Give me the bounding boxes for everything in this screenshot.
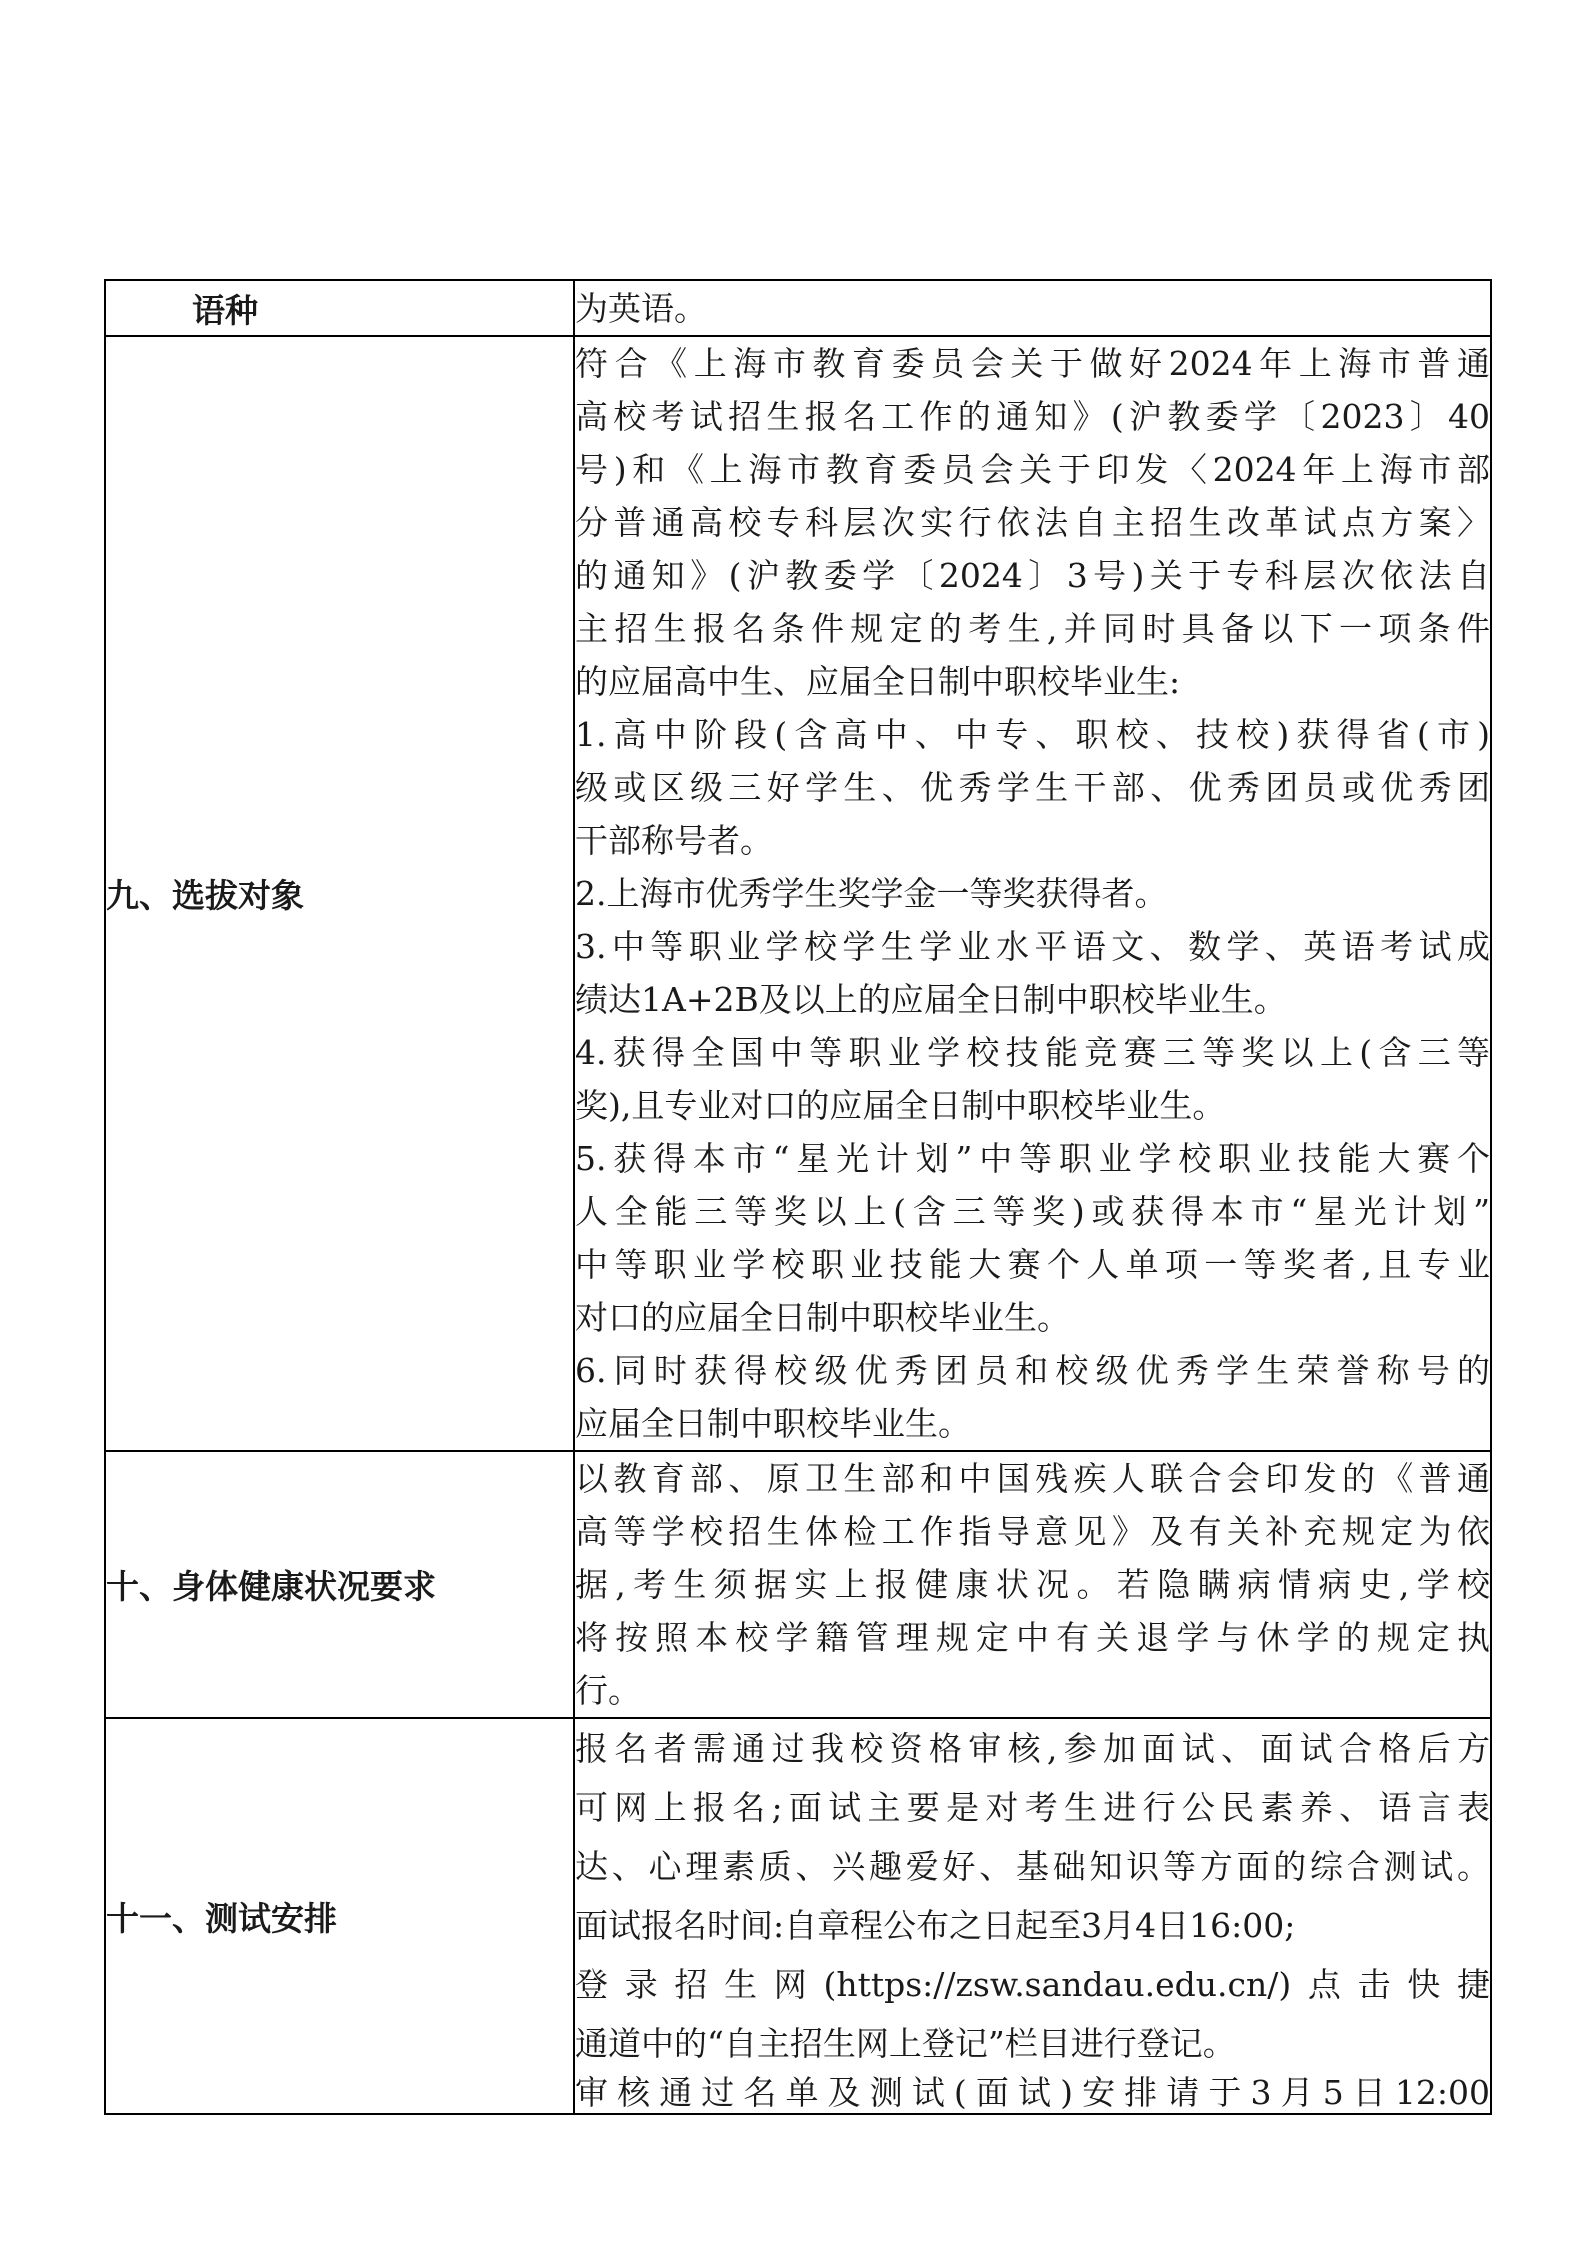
content-line: 2.上海市优秀学生奖学金一等奖获得者。 [575, 874, 1168, 913]
content-line: 中等职业学校职业技能大赛个人单项一等奖者,且专业 [575, 1245, 1490, 1284]
row-content-language [574, 280, 1491, 336]
content-line: 绩达1A+2B及以上的应届全日制中职校毕业生。 [575, 980, 1287, 1019]
content-line: 报名者需通过我校资格审核,参加面试、面试合格后方 [575, 1729, 1490, 1768]
table-row-health-requirements [105, 1451, 1491, 1718]
row-label-language: 语种 [105, 280, 574, 336]
content-line: 审核通过名单及测试(面试)安排请于3月5日12:00 [575, 2073, 1490, 2112]
row-label-test-arrangement: 十一、测试安排 [105, 1718, 574, 2114]
row-label-health-requirements: 十、身体健康状况要求 [105, 1451, 574, 1718]
content-line: 登录招生网(https://zsw.sandau.edu.cn/)点击快捷 [575, 1965, 1490, 2004]
row-content-health-requirements [574, 1451, 1491, 1718]
content-line: 高校考试招生报名工作的通知》(沪教委学〔2023〕40 [575, 397, 1490, 436]
content-line: 号)和《上海市教育委员会关于印发〈2024年上海市部 [575, 450, 1490, 489]
admission-table [104, 279, 1492, 2115]
content-line: 的通知》(沪教委学〔2024〕3号)关于专科层次依法自 [575, 556, 1490, 595]
content-line: 主招生报名条件规定的考生,并同时具备以下一项条件 [575, 609, 1490, 648]
content-line: 5.获得本市“星光计划”中等职业学校职业技能大赛个 [575, 1139, 1490, 1178]
content-line: 将按照本校学籍管理规定中有关退学与休学的规定执 [575, 1618, 1490, 1657]
content-line: 奖),且专业对口的应届全日制中职校毕业生。 [575, 1086, 1226, 1125]
content-line: 达、心理素质、兴趣爱好、基础知识等方面的综合测试。 [575, 1847, 1490, 1886]
table-row-selection-target [105, 336, 1491, 1451]
table-row-test-arrangement [105, 1718, 1491, 2114]
content-line: 行。 [575, 1671, 641, 1710]
content-line: 高等学校招生体检工作指导意见》及有关补充规定为依 [575, 1512, 1490, 1551]
content-line: 符合《上海市教育委员会关于做好2024年上海市普通 [575, 344, 1490, 383]
content-line: 干部称号者。 [575, 821, 773, 860]
content-line: 人全能三等奖以上(含三等奖)或获得本市“星光计划” [575, 1192, 1490, 1231]
content-line: 面试报名时间:自章程公布之日起至3月4日16:00; [575, 1906, 1296, 1945]
content-line: 4.获得全国中等职业学校技能竞赛三等奖以上(含三等 [575, 1033, 1490, 1072]
row-content-test-arrangement [574, 1718, 1491, 2114]
content-line: 为英语。 [575, 288, 707, 328]
content-line: 以教育部、原卫生部和中国残疾人联合会印发的《普通 [575, 1459, 1490, 1498]
content-line: 应届全日制中职校毕业生。 [575, 1404, 971, 1443]
row-label-selection-target: 九、选拔对象 [105, 336, 574, 1451]
content-line: 可网上报名;面试主要是对考生进行公民素养、语言表 [575, 1788, 1490, 1827]
content-line: 据,考生须据实上报健康状况。若隐瞒病情病史,学校 [575, 1565, 1490, 1604]
table-row-language [105, 280, 1491, 336]
content-line: 的应届高中生、应届全日制中职校毕业生: [575, 662, 1181, 701]
content-line: 分普通高校专科层次实行依法自主招生改革试点方案〉 [575, 503, 1490, 542]
content-line: 3.中等职业学校学生学业水平语文、数学、英语考试成 [575, 927, 1490, 966]
content-line: 通道中的“自主招生网上登记”栏目进行登记。 [575, 2024, 1236, 2063]
content-line: 级或区级三好学生、优秀学生干部、优秀团员或优秀团 [575, 768, 1490, 807]
content-line: 对口的应届全日制中职校毕业生。 [575, 1298, 1070, 1337]
row-content-selection-target [574, 336, 1491, 1451]
content-line: 6.同时获得校级优秀团员和校级优秀学生荣誉称号的 [575, 1351, 1490, 1390]
content-line: 1.高中阶段(含高中、中专、职校、技校)获得省(市) [575, 715, 1490, 754]
